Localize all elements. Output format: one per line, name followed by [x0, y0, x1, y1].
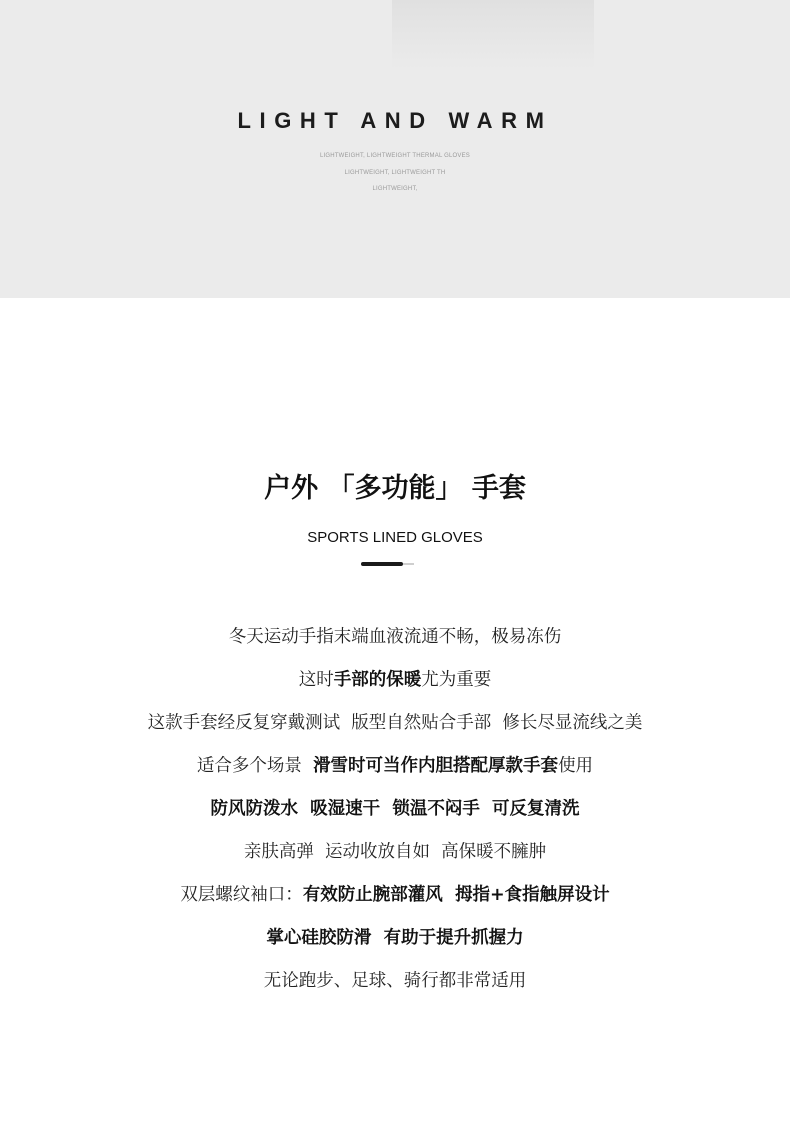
description-bold-text: 有效防止腕部灌风 拇指+食指触屏设计 [302, 885, 610, 905]
description-bold-text: 滑雪时可当作内胆搭配厚款手套 [313, 756, 559, 776]
description-text: 冬天运动手指末端血液流通不畅，极易冻伤 [228, 627, 562, 647]
description-line [0, 709, 790, 734]
description-text: 亲肤高弹 运动收放自如 高保暖不臃肿 [243, 842, 547, 862]
banner-highlight [392, 0, 594, 70]
banner-subline: LIGHTWEIGHT, [372, 186, 418, 192]
section-title: 户外 「多功能」 手套 [264, 473, 526, 504]
description-text: 使用 [558, 756, 594, 776]
description-line [0, 623, 790, 648]
description-text: 无论跑步、足球、骑行都非常适用 [263, 971, 527, 991]
banner [0, 0, 790, 298]
description-line [0, 924, 790, 949]
description-line [0, 795, 790, 820]
banner-subline: LIGHTWEIGHT, LIGHTWEIGHT TH [344, 170, 446, 176]
description-line [0, 666, 790, 691]
title-divider [361, 562, 414, 566]
divider-light-segment [403, 563, 414, 565]
description-text: 双层螺纹袖口： [180, 885, 303, 905]
description-text: 这时 [298, 670, 334, 690]
description-line [0, 838, 790, 863]
description-line [0, 967, 790, 992]
description-text: 适合多个场景 [196, 756, 314, 776]
section-subtitle: SPORTS LINED GLOVES [307, 529, 483, 546]
description-bold-text: 掌心硅胶防滑 有助于提升抓握力 [266, 928, 524, 948]
description-line [0, 752, 790, 777]
divider-dark-segment [361, 562, 403, 566]
description-text: 这款手套经反复穿戴测试 版型自然贴合手部 修长尽显流线之美 [147, 713, 643, 733]
description-text: 尤为重要 [421, 670, 492, 690]
description-line [0, 881, 790, 906]
banner-subline: LIGHTWEIGHT, LIGHTWEIGHT THERMAL GLOVES [319, 153, 471, 159]
description-bold-text: 手部的保暖 [333, 670, 422, 690]
description-bold-text: 防风防泼水 吸湿速干 锁温不闷手 可反复清洗 [210, 799, 580, 819]
banner-title: LIGHT AND WARM [237, 108, 553, 133]
